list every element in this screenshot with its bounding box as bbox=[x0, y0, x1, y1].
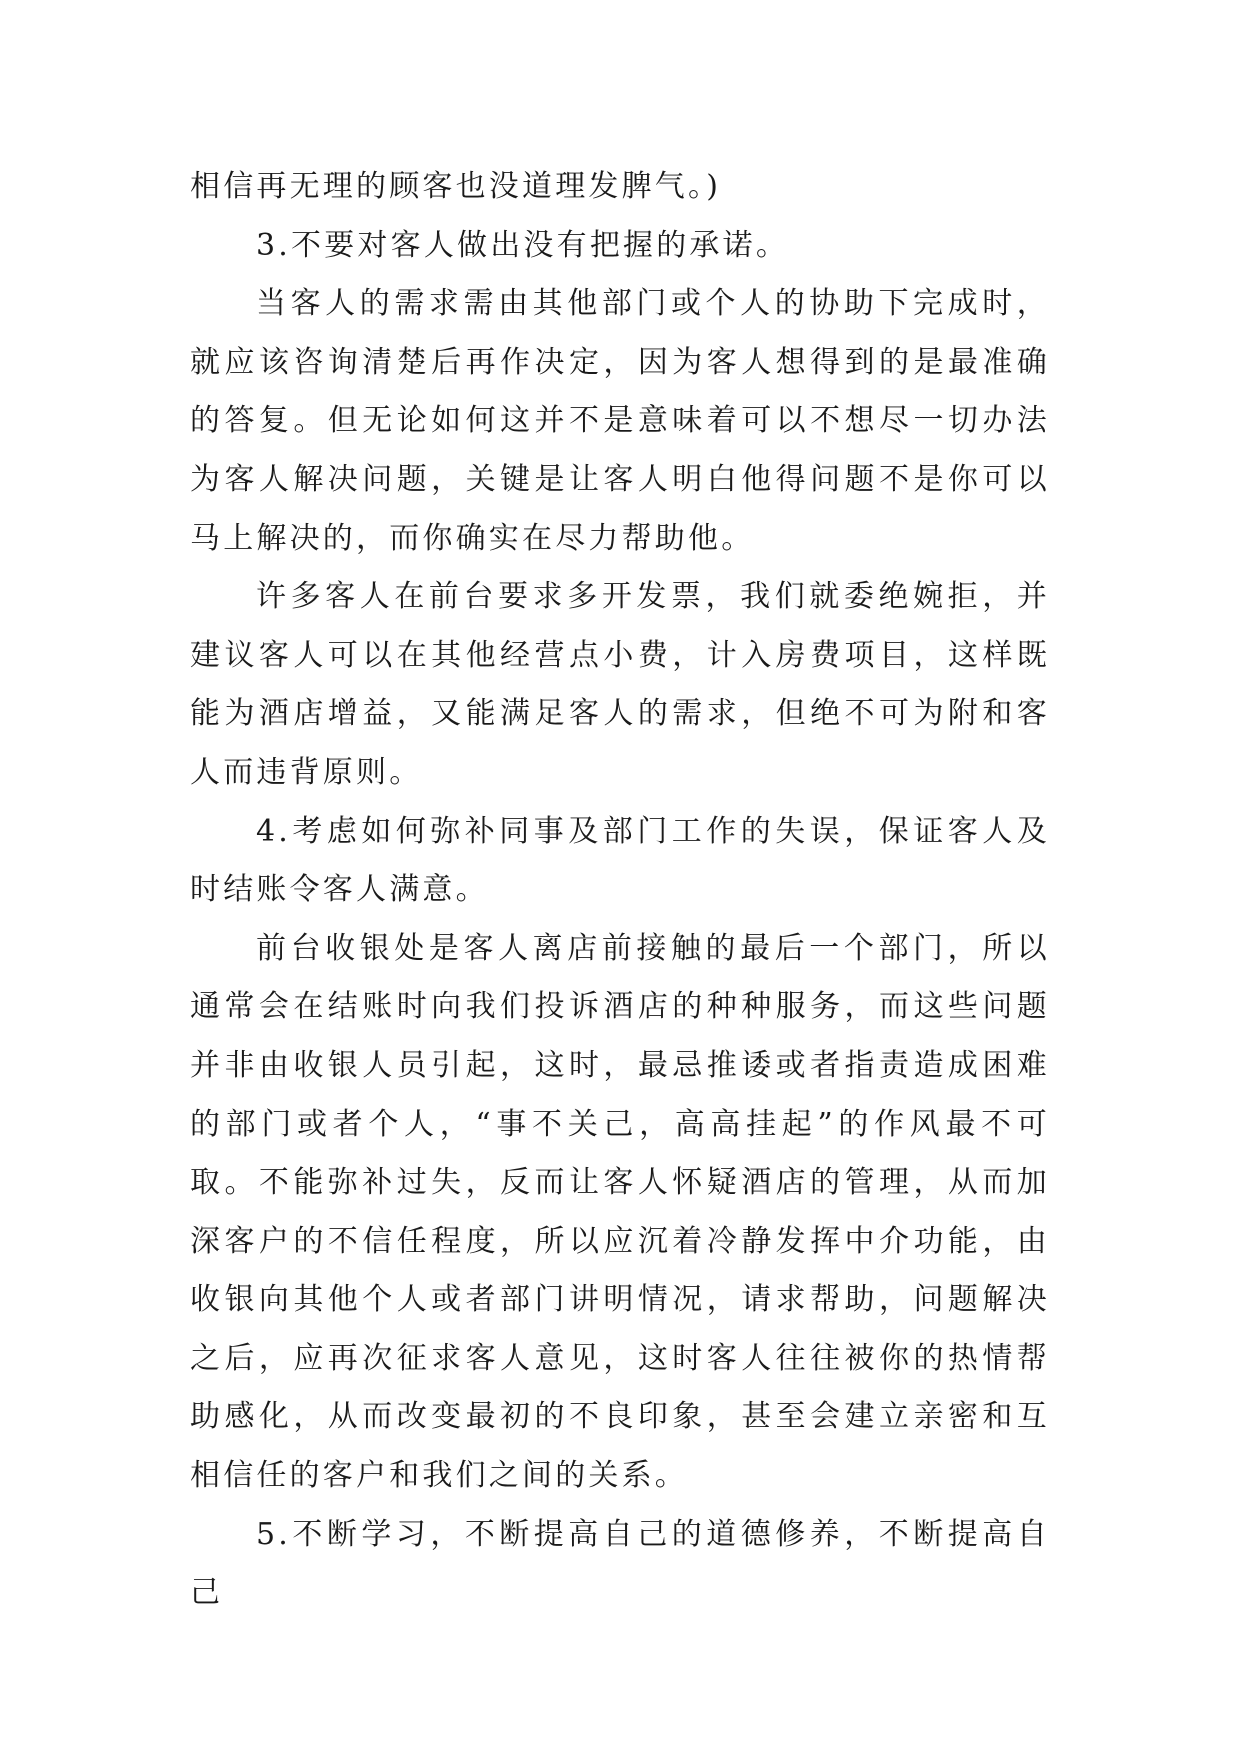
heading-item-4: 4.考虑如何弥补同事及部门工作的失误，保证客人及时结账令客人满意。 bbox=[190, 813, 1050, 908]
paragraph-continuation: 相信再无理的顾客也没道理发脾气。) bbox=[190, 169, 722, 204]
heading-item-3: 3.不要对客人做出没有把握的承诺。 bbox=[256, 227, 790, 263]
paragraph-invoice-request: 许多客人在前台要求多开发票，我们就委绝婉拒，并建议客人可以在其他经营点小费，计入房费项目，这样既能为酒店增益，又能满足客人的需求，但绝不可为附和客人而违背原则。 bbox=[190, 579, 1050, 790]
paragraph-cashier-complaints: 前台收银处是客人离店前接触的最后一个部门，所以通常会在结账时向我们投诉酒店的种种服务，而这些问题并非由收银人员引起，这时，最忌推诿或者指责造成困难的部门或者个人，“事不关己，高高挂起”的作风最不可取。不能弥补过失，反而让客人怀疑酒店的管理，从而加深客户的不信任程度，所以应沉着冷静发挥中介功能，由收银向其他个人或者部门讲明情况，请求帮助，问题解决之后，应再次征求客人意见，这时客人往往被你的热情帮助感化，从而改变最初的不良印象，甚至会建立亲密和互相信任的客户和我们之间的关系。 bbox=[190, 930, 1050, 1494]
document-body bbox=[190, 158, 1050, 1623]
paragraph-consult-departments: 当客人的需求需由其他部门或个人的协助下完成时，就应该咨询清楚后再作决定，因为客人想得到的是最准确的答复。但无论如何这并不是意味着可以不想尽一切办法为客人解决问题，关键是让客人明白他得问题不是你可以马上解决的，而你确实在尽力帮助他。 bbox=[190, 286, 1050, 556]
heading-item-5: 5.不断学习，不断提高自己的道德修养，不断提高自己 bbox=[190, 1516, 1050, 1611]
